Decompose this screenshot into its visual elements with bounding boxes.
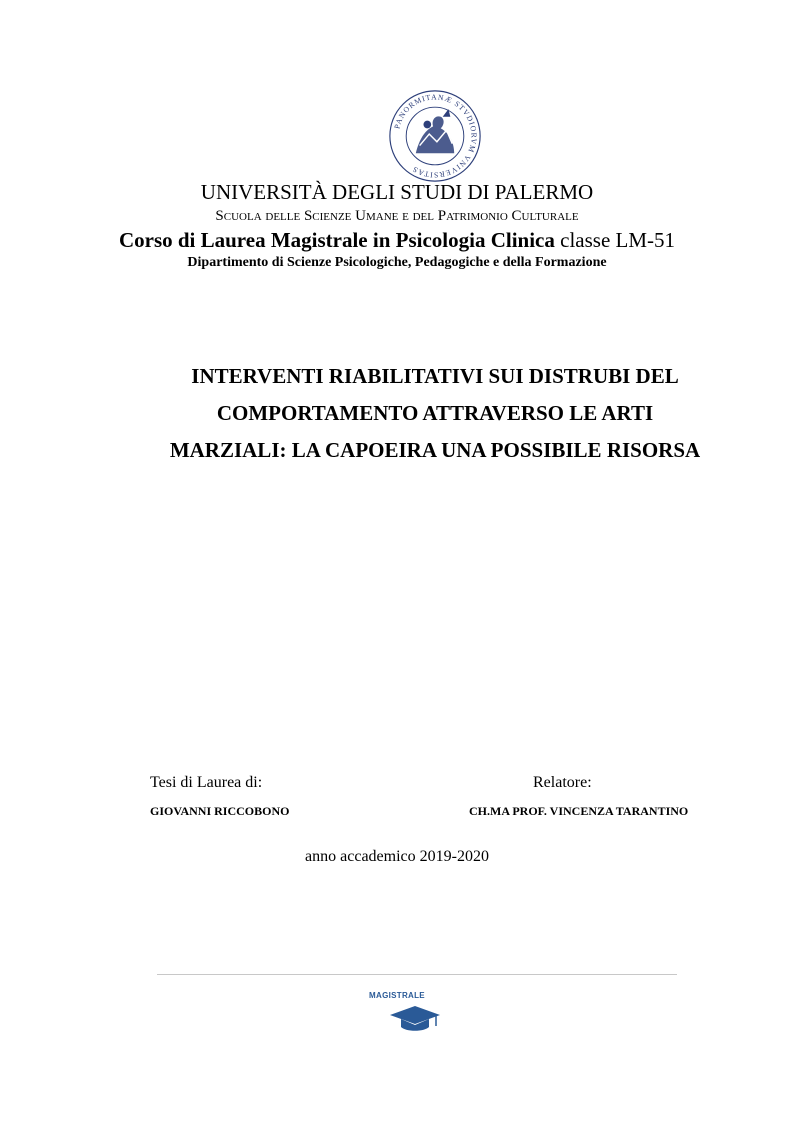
academic-year: anno accademico 2019-2020 (305, 848, 489, 865)
university-name: UNIVERSITÀ DEGLI STUDI DI PALERMO (200, 180, 594, 204)
graduation-cap-icon (388, 1004, 442, 1034)
course-class: classe LM-51 (560, 228, 676, 252)
footer-logo-text: MAGISTRALE (369, 991, 425, 1000)
department-name: Dipartimento di Scienze Psicologiche, Pedagogiche e della Formazione (187, 255, 607, 270)
thesis-author-name: GIOVANNI RICCOBONO (150, 804, 290, 818)
thesis-title (120, 358, 750, 469)
course-name: Corso di Laurea Magistrale in Psicologia Clinica (118, 228, 555, 252)
course-line (0, 226, 794, 254)
school-name: Scuola delle Scienze Umane e del Patrimonio Culturale (215, 208, 579, 224)
university-seal-icon (387, 88, 483, 184)
advisor-name: CH.MA PROF. VINCENZA TARANTINO (469, 804, 689, 818)
thesis-title-line: INTERVENTI RIABILITATIVI SUI DISTRUBI DEL (191, 364, 679, 388)
thesis-title-line: MARZIALI: LA CAPOEIRA UNA POSSIBILE RISORSA (169, 438, 701, 462)
advisor-label: Relatore: (533, 774, 592, 791)
seal-lettering: PANORMITANÆ STVDIORVM VNIVERSITAS (392, 92, 479, 180)
footer-divider (157, 974, 677, 975)
thesis-title-line: COMPORTAMENTO ATTRAVERSO LE ARTI (216, 401, 654, 425)
thesis-author-label: Tesi di Laurea di: (150, 774, 263, 791)
